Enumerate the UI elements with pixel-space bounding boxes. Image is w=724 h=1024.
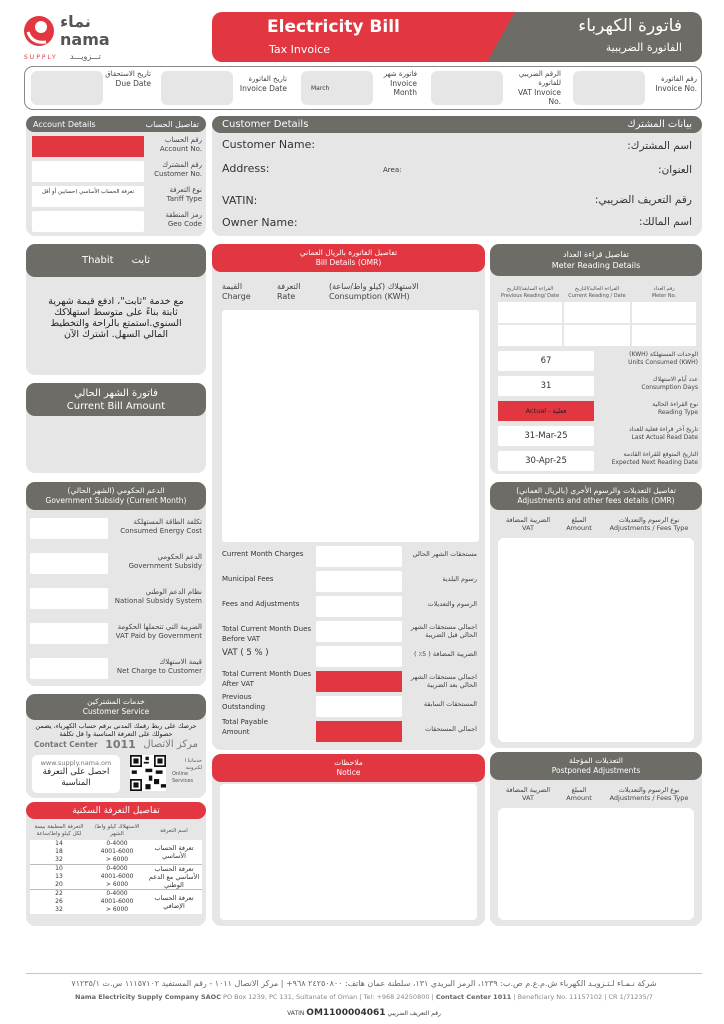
vat-paid-by-government-label: الضريبة التي تتحملها الحكومة VAT Paid by Government [115,623,202,640]
subsidy-row [30,518,202,540]
previous-reading-cell [498,302,562,323]
consumption-days-label: عدد أيام الاستهلاك Consumption Days [641,376,698,391]
postponed-list-area [498,808,694,920]
subsidy-row [30,588,202,610]
page-title: Electricity Bill [267,17,400,37]
tariff-type-value: تعرفة الحساب الأساسي (حسابين أو أقل [32,186,144,207]
adjustments-list-area [498,538,694,742]
net-charge-value [30,658,108,679]
thabit-header-ar: ثابت [131,255,151,266]
page-subtitle-ar: الفاتورة الضريبية [605,41,682,54]
customer-no-label: رقم المشترك Customer No. [154,161,202,178]
net-charge-label: قيمة الاستهلاك Net Charge to Customer [116,658,202,675]
previous-outstanding-value [316,696,402,717]
units-consumed-label: الوحدات المستهلكة (KWH) Units Consumed (KWH) [628,351,698,366]
customer-name-label-ar: اسم المشترك: [627,140,692,152]
bill-row-label-ar: الرسوم والتعديلات [427,600,477,608]
website-box[interactable] [32,755,120,793]
bill-row-label-ar: مستحقات الشهر الحالي [412,550,477,558]
logo-text-en: nama [60,30,110,49]
subsidy-header-ar: الدعم الحكومي (الشهر الحالي) [67,486,165,495]
notice-header [212,754,485,782]
units-consumed-value: 67 [498,351,594,371]
col-amount: المبلغ Amount [566,516,592,532]
bill-row [212,718,485,743]
due-date-label: تاريخ الاستحقاق Due Date [105,70,151,88]
vatin-label-ar: رقم التعريف الضريبي: [594,194,692,206]
postponed-adjustments-panel [490,752,702,926]
bill-header-en: Bill Details (OMR) [315,258,382,267]
nama-logo [22,12,132,68]
bill-row [212,693,485,718]
bill-row [212,596,485,618]
bill-row [212,671,485,693]
vat-value [316,646,402,667]
adjustments-header-en: Adjustments and other fees details (OMR) [517,496,675,505]
consumed-energy-cost-label: تكلفة الطاقة المستهلكة Consumed Energy Cost [120,518,202,535]
page-subtitle: Tax Invoice [269,43,330,56]
col-previous-reading: القراءة السابقة/التاريخ Previous Reading/ Date [500,286,560,299]
contact-center-number: 1011 [105,738,136,751]
online-services-label: خدماتنا ا لكترونية Online Services [172,758,202,784]
account-details-header [26,116,206,132]
meter-row [498,426,698,448]
notice-header-ar: ملاحظات [334,758,363,767]
bill-row-label: Current Month Charges [222,550,304,558]
meter-row [498,451,698,473]
col-rate: التعرفة Rate [277,282,301,301]
owner-name-label-ar: اسم المالك: [638,216,692,228]
current-month-charges-value [316,546,402,567]
footer-company-en: Nama Electricity Supply Company SAOC PO Box 1239, PC 131, Sultanate of Oman | Tel: +968 24250800 | Contact Center 1011 | Beneficiary No. 11157102 | CR 1/71235/7 [75,993,653,1001]
address-label-ar: العنوان: [658,164,692,176]
last-actual-read-date-value: 31-Mar-25 [498,426,594,446]
current-bill-amount-panel [26,383,206,473]
table-row: 20 > 6000 [30,881,202,890]
invoice-date-value [161,71,233,105]
bill-lines-area [222,310,479,542]
invoice-month-value: March [301,71,373,105]
national-subsidy-label: نظام الدعم الوطني National Subsidy System [114,588,202,605]
cs-header-en: Customer Service [82,707,150,716]
page-title-ar: فاتورة الكهرباء [578,16,682,36]
bill-row-label-ar: اجمالي مستحقات الشهر الحالي بعد الضريبة [410,673,477,689]
account-row [32,211,202,233]
government-subsidy-panel [26,482,206,686]
table-row: 13 4001-6000 [55,873,134,880]
col-amount: المبلغ Amount [566,786,592,802]
logo-supply-en: SUPPLY [24,54,58,61]
footer-company-ar: شركة نـمـاء لـتـزويـد الكهرباء ش.م.ع.م ص.ب: ١٢٣٩، الرمز البريدي ١٣١، سلطنة عمان هاتف: ٢٤٢٥٠٨٠٠ ٩٦٨+ | مركز الاتصال ١٠١١ - رقم المستفيد ١١١٥٧١٠٢ س.ت ٧١٢٣٥/١ [71,979,657,988]
customer-details-header [212,116,702,133]
bill-row-label-ar: اجمالي مستحقات الشهر الحالي قبل الضريبة [410,623,477,639]
thabit-promo-text: مع خدمة "ثابت"، ادفع قيمة شهرية ثابتة بناءً على متوسط استهلاكك السنوي.استمتع بالراحة والتخطيط المالي السهل. اشترك الآن [48,296,184,340]
invoice-date-label: تاريخ الفاتورة Invoice Date [239,75,287,93]
subsidy-row [30,658,202,680]
subsidy-header-en: Government Subsidy (Current Month) [45,496,187,505]
previous-reading-cell [498,325,562,346]
tariff-group-name: تعرفة الحساب الأساسي [146,840,202,865]
bill-row-label: Previous Outstanding [222,693,266,711]
bill-row-label: Fees and Adjustments [222,600,300,608]
account-header-en: Account Details [33,119,96,129]
table-row: 18 4001-6000 [55,848,134,855]
invoice-no-label: رقم الفاتورة Invoice No. [655,75,697,93]
tariff-col-rate: التعرفة المطبقة بيسة لكل كيلو واط/ساعة [30,822,88,840]
meter-reading-panel [490,244,702,474]
table-row: 22 0-4000 تعرفة الحساب الإضافي [30,890,202,899]
expected-next-reading-date-value: 30-Apr-25 [498,451,594,471]
col-vat: الضريبة المضافة VAT [505,516,551,532]
logo-text-ar: نماء [60,12,91,31]
invoice-info-bar [24,66,702,110]
bill-row-label: Municipal Fees [222,575,274,583]
contact-center-ar: مركز الاتصال [143,739,198,750]
bill-row-label-ar: رسوم البلدية [442,575,477,583]
bill-row-label: Total Current Month Dues After VAT [222,670,312,688]
bill-row-label-ar: المستحقات السابقة [423,700,477,708]
last-actual-read-date-label: تاريخ آخر قراءة فعلية للعداد Last Actual Read Date [628,426,698,441]
table-row: 10 0-4000 تعرفة الحساب الأساسي مع الدعم الوطني [30,865,202,874]
adjustments-header [490,482,702,510]
postponed-header-en: Postponed Adjustments [551,766,641,775]
address-label: Address: [222,162,270,175]
tariff-table [30,822,202,914]
current-bill-header-ar: فاتورة الشهر الحالي [74,387,158,399]
customer-header-ar: بيانات المشترك [627,119,692,130]
owner-name-label: Owner Name: [222,216,298,229]
subsidy-header [26,482,206,510]
col-consumption: الاستهلاك (كيلو واط/ساعة) Consumption (KWH) [329,282,419,301]
area-label: Area: [383,166,402,174]
notice-panel [212,754,485,926]
account-details-panel [26,116,206,236]
government-subsidy-value [30,553,108,574]
customer-details-panel [212,116,702,236]
bill-row [212,546,485,568]
contact-center-en: Contact Center [34,740,98,749]
total-after-vat-value [316,671,402,692]
customer-header-en: Customer Details [222,119,309,130]
table-row: 32 > 6000 [55,906,129,913]
tariff-col-name: اسم التعرفة [146,822,202,840]
account-header-ar: تفاصيل الحساب [145,119,199,129]
cs-info-text: حرصك على ربط رقمك المدني برقم حساب الكهرباء، يضمن حصولك على التعرفة المناسبة وا قل تكلفة [35,722,197,738]
tariff-type-label: نوع التعرفة Tariff Type [166,186,202,203]
vat-paid-by-government-value [30,623,108,644]
subsidy-row [30,623,202,645]
current-bill-header-en: Current Bill Amount [66,400,166,412]
table-row: 32 > 6000 [30,856,202,865]
bill-row [212,621,485,643]
customer-service-panel [26,694,206,798]
invoice-no-value [573,71,645,105]
table-row: 14 0-4000 تعرفة الحساب الأساسي [30,840,202,848]
bill-row-label: VAT ( 5 % ) [222,648,269,658]
reading-type-value: Actual - فعلية [498,401,594,421]
col-current-reading: القراءة الحالية/التاريخ Current Reading / Date [568,286,626,299]
invoice-month-label: فاتورة شهر Invoice Month [383,70,417,97]
government-subsidy-label: الدعم الحكومي Government Subsidy [128,553,202,570]
table-row: 26 4001-6000 [55,898,134,905]
expected-next-reading-date-label: التاريخ المتوقع للقراءة القادمة Expected Next Reading Date [611,451,698,466]
fees-adjustments-value [316,596,402,617]
thabit-header [26,244,206,277]
logo-supply-ar: تـــزويـــد [70,52,101,61]
bill-row [212,646,485,668]
geo-code-value [32,211,144,232]
col-fees-type: نوع الرسوم والتعديلات Adjustments / Fees Type [609,786,689,802]
total-payable-value [316,721,402,742]
meter-row [498,401,698,423]
col-meter-no: رقم العداد Meter No. [651,286,677,299]
meter-row [498,376,698,398]
account-row [32,161,202,183]
bill-header-ar: تفاصيل الفاتورة بالريال العماني [299,248,398,257]
col-vat: الضريبة المضافة VAT [505,786,551,802]
bill-row-label-ar: اجمالي المستحقات [425,725,477,733]
consumption-days-value: 31 [498,376,594,396]
customer-no-value [32,161,144,182]
notice-header-en: Notice [336,768,361,777]
meter-header-en: Meter Reading Details [551,261,641,270]
contact-center [34,738,198,751]
thabit-header-en: Thabit [81,255,114,266]
subsidy-row [30,553,202,575]
bill-details-panel [212,244,485,750]
bill-row-label: Total Current Month Dues Before VAT [222,625,312,643]
residential-tariff-panel [26,802,206,926]
total-before-vat-value [316,621,402,642]
postponed-adjustments-header [490,752,702,780]
adjustments-header-ar: تفاصيل التعديلات والرسوم الأخرى (بالريال العماني) [516,486,676,495]
footer-vatin: VATIN OM1100004061 رقم التعريف الضريبي [287,1008,441,1018]
meter-no-cell [632,325,696,346]
vat-invoice-value [431,71,503,105]
meter-no-cell [632,302,696,323]
account-row [32,186,202,208]
national-subsidy-value [30,588,108,609]
vatin-label: VATIN: [222,194,258,207]
meter-row [498,351,698,373]
tariff-group-name: تعرفة الحساب الأساسي مع الدعم الوطني [146,865,202,890]
geo-code-label: رمز المنطقة Geo Code [165,211,202,228]
website-link[interactable]: www.supply.nama.om [40,759,112,767]
consumed-energy-cost-value [30,518,108,539]
due-date-value [31,71,103,105]
meter-header-ar: تفاصيل قراءة العداد [563,250,629,259]
footer-divider [26,973,702,974]
notice-content-area [220,784,477,920]
vat-invoice-label: الرقم الضريبي للفاتورة VAT Invoice No. [518,70,561,106]
meter-reading-header [490,244,702,276]
bill-details-header [212,244,485,272]
reading-type-label: نوع القراءة الحالية Reading Type [652,401,698,416]
current-reading-cell [564,302,630,323]
municipal-fees-value [316,571,402,592]
current-reading-cell [564,325,630,346]
tariff-col-consumption: الاستهلاك كيلو واط/الشهر [88,822,146,840]
tariff-group-name: تعرفة الحساب الإضافي [154,894,194,910]
nama-logo-icon [22,14,56,48]
bill-row-label: Total Payable Amount [222,718,268,736]
account-row [32,136,202,158]
get-tariff-cta: احصل على التعرفة المناسبة [42,767,110,788]
col-fees-type: نوع الرسوم والتعديلات Adjustments / Fees Type [609,516,689,532]
bill-row [212,571,485,593]
postponed-header-ar: التعديلات المؤجلة [569,756,623,765]
current-bill-amount-header [26,383,206,416]
cs-header-ar: خدمات المشتركين [87,697,145,706]
thabit-panel [26,244,206,375]
adjustments-panel [490,482,702,748]
title-band [212,12,702,62]
col-charge: القيمة Charge [222,282,251,301]
account-no-label: رقم الحساب Account No. [159,136,202,153]
bill-row-label-ar: الضريبة المضافة ( 5٪ ) [414,650,477,658]
qr-code-icon[interactable] [130,755,166,791]
tariff-header: تفاصيل التعرفة السكنية [26,802,206,819]
customer-name-label: Customer Name: [222,138,316,151]
account-no-value [32,136,144,157]
customer-service-header [26,694,206,720]
